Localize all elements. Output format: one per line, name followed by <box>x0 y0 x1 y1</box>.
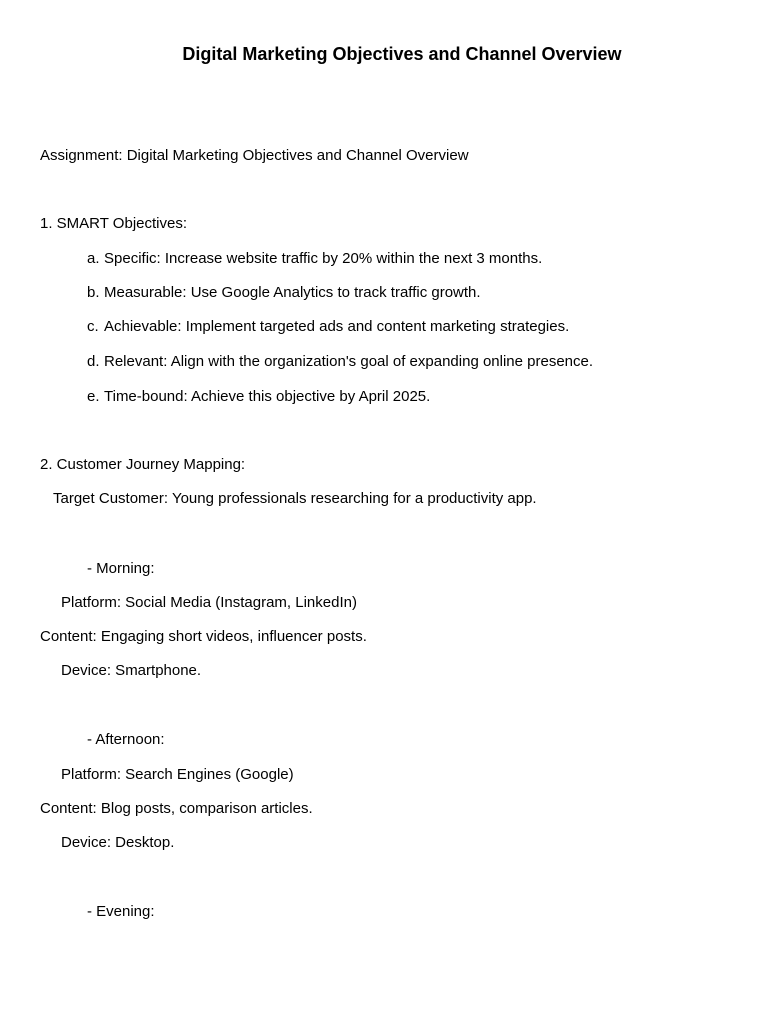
section-heading-customer-journey: 2. Customer Journey Mapping: <box>40 456 246 473</box>
journey-afternoon-label: - Afternoon: <box>87 731 165 748</box>
item-letter: c. <box>87 318 99 335</box>
section-heading-smart-objectives: 1. SMART Objectives: <box>40 215 187 232</box>
assignment-line: Assignment: Digital Marketing Objectives and Channel Overview <box>40 147 469 164</box>
journey-morning-label: - Morning: <box>87 560 155 577</box>
objective-item-time-bound <box>87 387 430 407</box>
journey-evening-label: - Evening: <box>87 903 155 920</box>
objective-item-relevant <box>87 352 593 372</box>
document-title: Digital Marketing Objectives and Channel Overview <box>182 44 622 64</box>
item-letter: e. <box>87 388 100 405</box>
journey-morning-content: Content: Engaging short videos, influencer posts. <box>40 628 367 645</box>
journey-morning-platform: Platform: Social Media (Instagram, LinkedIn) <box>61 594 357 611</box>
item-letter: d. <box>87 353 100 370</box>
item-text: Achievable: Implement targeted ads and content marketing strategies. <box>104 318 570 335</box>
journey-afternoon-platform: Platform: Search Engines (Google) <box>61 766 294 783</box>
item-text: Specific: Increase website traffic by 20% within the next 3 months. <box>104 250 543 267</box>
objective-item-measurable <box>87 283 481 303</box>
journey-afternoon-content: Content: Blog posts, comparison articles. <box>40 800 313 817</box>
item-text: Time-bound: Achieve this objective by April 2025. <box>104 388 431 405</box>
target-customer-line: Target Customer: Young professionals researching for a productivity app. <box>53 490 537 507</box>
objective-item-specific <box>87 249 542 269</box>
item-text: Measurable: Use Google Analytics to track traffic growth. <box>104 284 481 301</box>
objective-item-achievable <box>87 317 569 337</box>
item-text: Relevant: Align with the organization's goal of expanding online presence. <box>104 353 594 370</box>
journey-morning-device: Device: Smartphone. <box>61 662 202 679</box>
journey-afternoon-device: Device: Desktop. <box>61 834 175 851</box>
item-letter: b. <box>87 284 100 301</box>
item-letter: a. <box>87 250 100 267</box>
